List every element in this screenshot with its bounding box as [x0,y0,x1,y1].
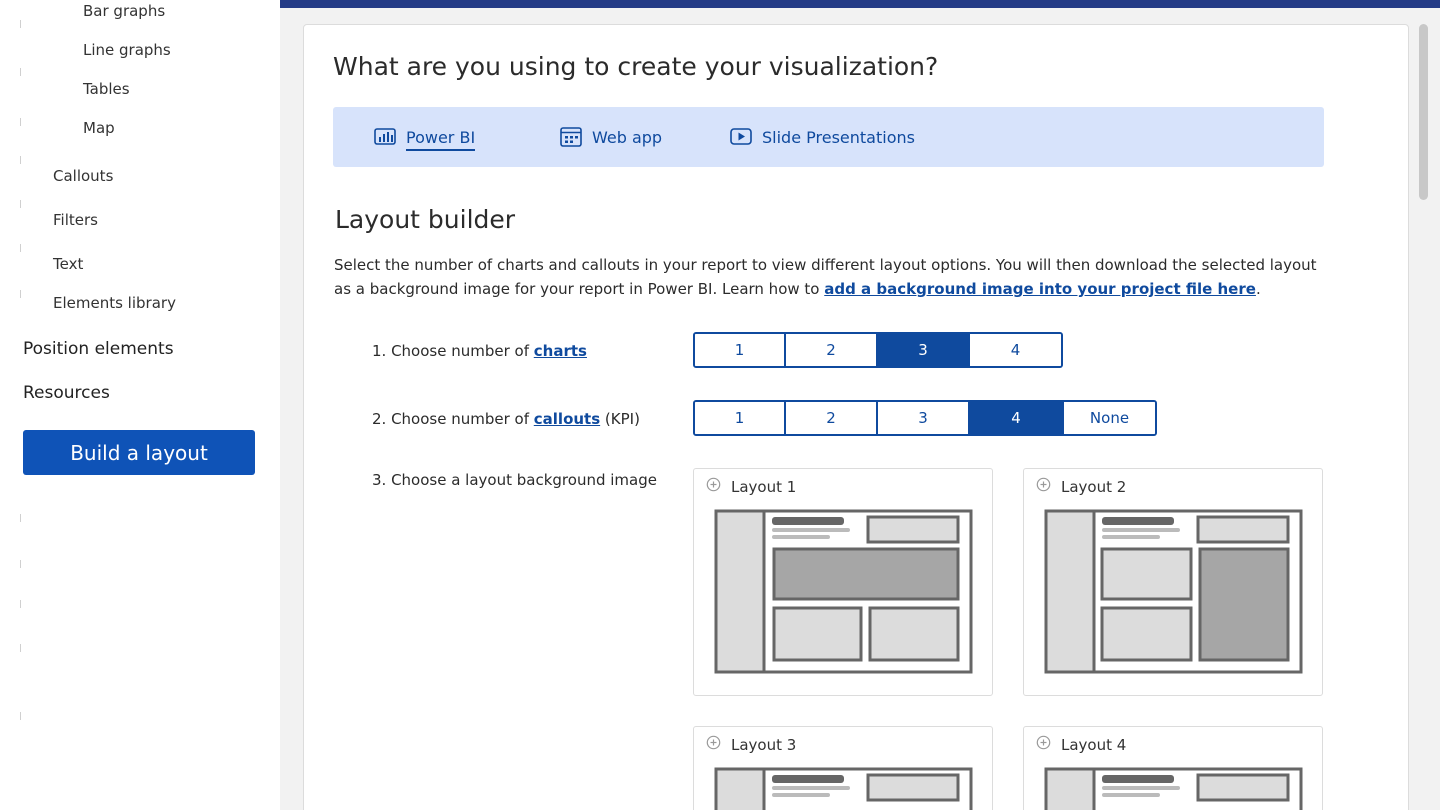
layout-card-3[interactable] [693,726,993,810]
tool-web-app[interactable] [560,107,662,167]
layout-thumbnail [1044,767,1304,810]
sidebar-tick [20,118,21,126]
callouts-option-3[interactable]: 3 [878,402,970,434]
sidebar-item-tables[interactable]: Tables [83,80,130,98]
callouts-link[interactable]: callouts [533,410,601,428]
tool-slide-presentations[interactable] [730,107,915,167]
callouts-option-4[interactable]: 4 [970,402,1064,434]
sidebar-tick [20,200,21,208]
layout-card-header [1036,735,1126,754]
layout-card-label: Layout 1 [731,477,797,496]
sidebar-tick [20,644,21,652]
layout-card-label: Layout 4 [1061,735,1127,754]
sidebar-item-text[interactable]: Text [53,255,84,273]
top-accent-bar [280,0,1440,8]
tool-power-bi[interactable] [374,107,475,167]
sidebar-item-filters[interactable]: Filters [53,211,98,229]
plus-circle-icon [1036,477,1061,496]
tool-label: Power BI [406,128,475,151]
step-prefix: 1. Choose number of [372,342,534,360]
callouts-option-1[interactable]: 1 [695,402,786,434]
layout-builder-title: Layout builder [335,205,516,234]
sidebar-tick [20,244,21,252]
plus-circle-icon [706,735,731,754]
layout-card-4[interactable] [1023,726,1323,810]
sidebar-item-bar-graphs[interactable]: Bar graphs [83,2,166,20]
layout-card-2[interactable] [1023,468,1323,696]
sidebar-tick [20,156,21,164]
sidebar-item-resources[interactable]: Resources [23,383,110,403]
layout-card-1[interactable] [693,468,993,696]
sidebar-item-position-elements[interactable]: Position elements [23,339,174,359]
step-prefix: 2. Choose number of [372,410,534,428]
sidebar-tick [20,68,21,76]
layout-card-label: Layout 3 [731,735,797,754]
play-icon [730,128,752,146]
sidebar [0,0,280,810]
layout-thumbnail [714,509,974,679]
layout-card-header [706,477,796,496]
sidebar-item-callouts[interactable]: Callouts [53,167,114,185]
plus-circle-icon [706,477,731,496]
charts-link[interactable]: charts [533,342,587,360]
layout-thumbnail [714,767,974,810]
bar-chart-icon [374,128,396,146]
callouts-count-selector [693,400,1157,436]
layout-card-header [1036,477,1126,496]
step-callouts-label [372,410,640,428]
sidebar-tick [20,20,21,28]
sidebar-tick [20,290,21,298]
sidebar-item-map[interactable]: Map [83,119,115,137]
background-image-help-link[interactable]: add a background image into your project file here [824,280,1256,298]
sidebar-tick [20,712,21,720]
sidebar-tick [20,560,21,568]
charts-option-4[interactable]: 4 [970,334,1061,366]
layout-thumbnail [1044,509,1304,679]
scrollbar-thumb[interactable] [1419,24,1428,200]
layout-card-header [706,735,796,754]
tool-selector [333,107,1324,167]
build-layout-button[interactable]: Build a layout [23,430,255,475]
charts-count-selector [693,332,1063,368]
callouts-option-none[interactable]: None [1064,402,1155,434]
sidebar-tick [20,514,21,522]
plus-circle-icon [1036,735,1061,754]
layout-builder-description [334,253,1324,301]
charts-option-2[interactable]: 2 [786,334,878,366]
sidebar-tick [20,600,21,608]
callouts-option-2[interactable]: 2 [786,402,878,434]
charts-option-1[interactable]: 1 [695,334,786,366]
layout-card-label: Layout 2 [1061,477,1127,496]
step-charts-label [372,342,587,360]
step-suffix: (KPI) [600,410,640,428]
web-app-icon [560,127,582,147]
step-layout-label: 3. Choose a layout background image [372,471,657,489]
page-title: What are you using to create your visualization? [333,52,939,81]
sidebar-item-elements-library[interactable]: Elements library [53,294,176,312]
description-text: Select the number of charts and callouts in your report to view different layout options. You will then download the selected layout as a background image for your report in Power BI. Learn how to [334,256,1317,298]
description-end: . [1255,280,1261,298]
charts-option-3[interactable]: 3 [878,334,970,366]
sidebar-item-line-graphs[interactable]: Line graphs [83,41,171,59]
tool-label: Web app [592,127,663,147]
tool-label: Slide Presentations [762,127,915,147]
